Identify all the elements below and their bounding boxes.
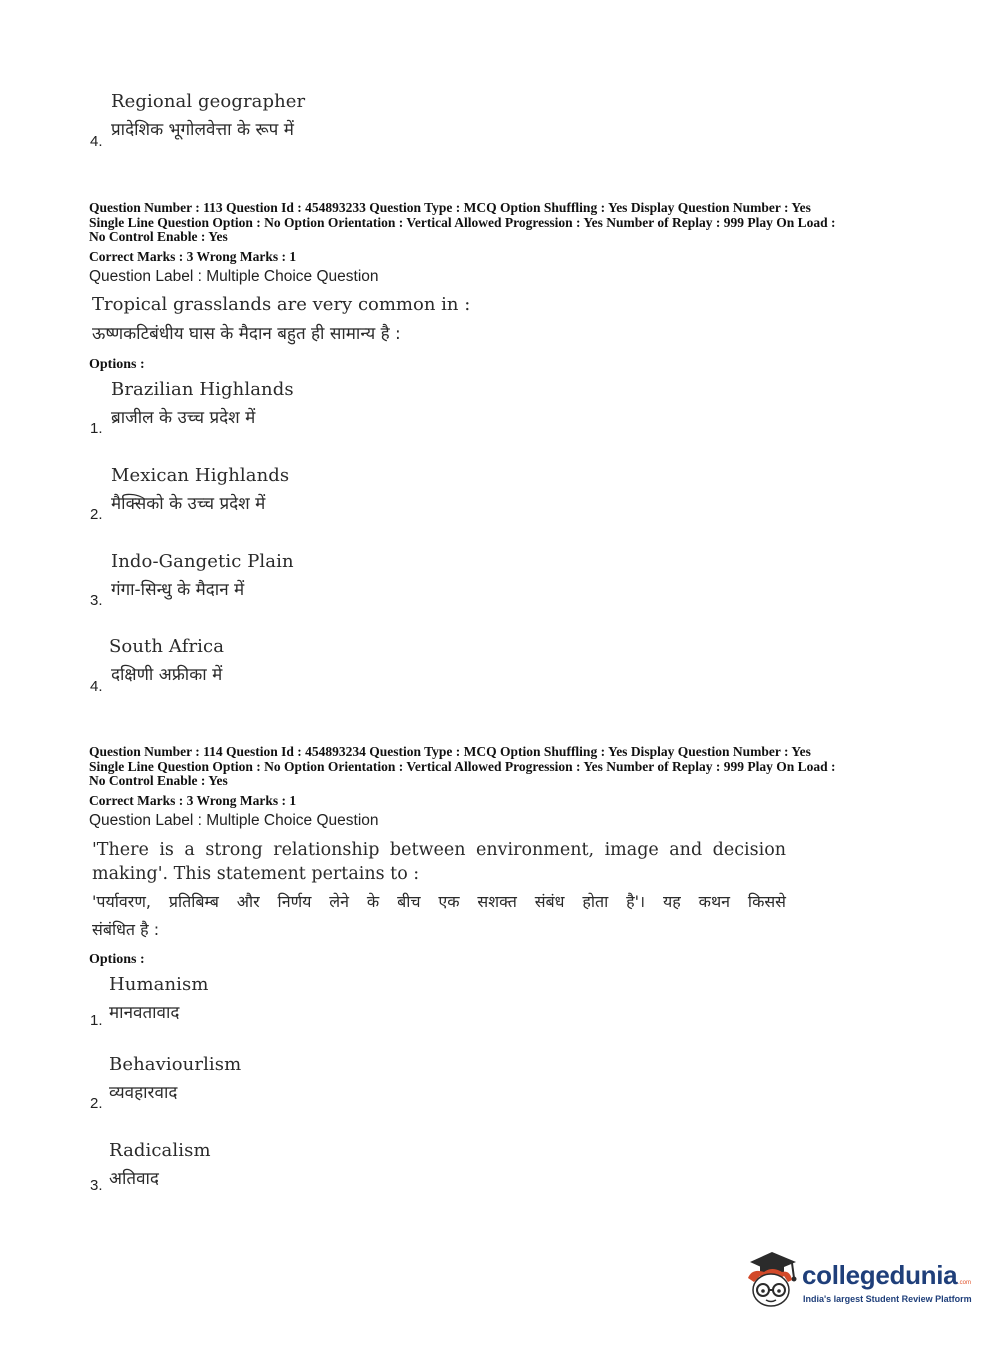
option-hi: अतिवाद xyxy=(109,1169,159,1189)
question-114-stem-en-line-1: 'There is a strong relationship between environment, image and decision xyxy=(92,840,786,860)
question-114-stem-en-line-2: making'. This statement pertains to : xyxy=(92,864,420,884)
option-number: 3. xyxy=(90,1177,103,1194)
question-113-marks: Correct Marks : 3 Wrong Marks : 1 xyxy=(89,249,297,264)
option-hi: ब्राजील के उच्च प्रदेश में xyxy=(111,408,256,428)
option-en: Indo-Gangetic Plain xyxy=(111,551,294,572)
option-hi: व्यवहारवाद xyxy=(109,1083,178,1103)
option-en: Mexican Highlands xyxy=(111,465,290,486)
option-en: Humanism xyxy=(109,974,209,995)
question-113-meta xyxy=(89,201,919,245)
meta-line-2: Single Line Question Option : No Option Orientation : Vertical Allowed Progression : Yes Number of Replay : 999 Play On Load : xyxy=(89,214,836,230)
question-113-stem-hi: ऊष्णकटिबंधीय घास के मैदान बहुत ही सामान्य है : xyxy=(92,324,401,344)
prev-option-4-number: 4. xyxy=(90,133,103,150)
question-113-options-label: Options : xyxy=(89,357,145,372)
question-114-stem-hi-line-2: संबंधित है : xyxy=(92,920,160,939)
question-113-label: Question Label : Multiple Choice Question xyxy=(89,268,379,285)
meta-line-1: Question Number : 114 Question Id : 454893234 Question Type : MCQ Option Shuffling : Yes Display Question Number : Yes xyxy=(89,744,811,759)
prev-option-4-en: Regional geographer xyxy=(111,91,306,112)
option-number: 2. xyxy=(90,1095,103,1112)
logo-dotcom: .com xyxy=(958,1280,972,1286)
meta-line-3: No Control Enable : Yes xyxy=(89,229,228,244)
option-hi: दक्षिणी अफ्रीका में xyxy=(111,665,223,685)
question-114-meta xyxy=(89,745,919,789)
question-114-marks: Correct Marks : 3 Wrong Marks : 1 xyxy=(89,793,297,808)
question-114-label: Question Label : Multiple Choice Question xyxy=(89,812,379,829)
option-number: 1. xyxy=(90,420,103,437)
mascot-icon xyxy=(742,1248,800,1314)
prev-option-4-hi: प्रादेशिक भूगोलवेत्ता के रूप में xyxy=(111,120,294,140)
option-en: Behaviourlism xyxy=(109,1054,242,1075)
question-114-options-label: Options : xyxy=(89,952,145,967)
meta-line-2: Single Line Question Option : No Option Orientation : Vertical Allowed Progression : Yes Number of Replay : 999 Play On Load : xyxy=(89,758,836,774)
collegedunia-logo xyxy=(742,1248,972,1318)
question-113-stem-en: Tropical grasslands are very common in : xyxy=(92,294,471,315)
option-en: South Africa xyxy=(109,636,225,657)
option-hi: मानवतावाद xyxy=(109,1003,180,1023)
meta-line-3: No Control Enable : Yes xyxy=(89,773,228,788)
option-number: 4. xyxy=(90,678,103,695)
option-en: Radicalism xyxy=(109,1140,211,1161)
logo-wordmark: collegedunia xyxy=(802,1260,958,1290)
option-number: 1. xyxy=(90,1012,103,1029)
option-hi: गंगा-सिन्धु के मैदान में xyxy=(111,580,245,600)
option-en: Brazilian Highlands xyxy=(111,379,294,400)
meta-line-1: Question Number : 113 Question Id : 454893233 Question Type : MCQ Option Shuffling : Yes Display Question Number : Yes xyxy=(89,200,811,215)
option-number: 2. xyxy=(90,506,103,523)
option-number: 3. xyxy=(90,592,103,609)
logo-tagline: India's largest Student Review Platform xyxy=(803,1294,972,1304)
question-114-stem-hi-line-1: 'पर्यावरण, प्रतिबिम्ब और निर्णय लेने के बीच एक सशक्त संबंध होता है'। यह कथन किससे xyxy=(92,892,786,911)
option-hi: मैक्सिको के उच्च प्रदेश में xyxy=(111,494,266,514)
